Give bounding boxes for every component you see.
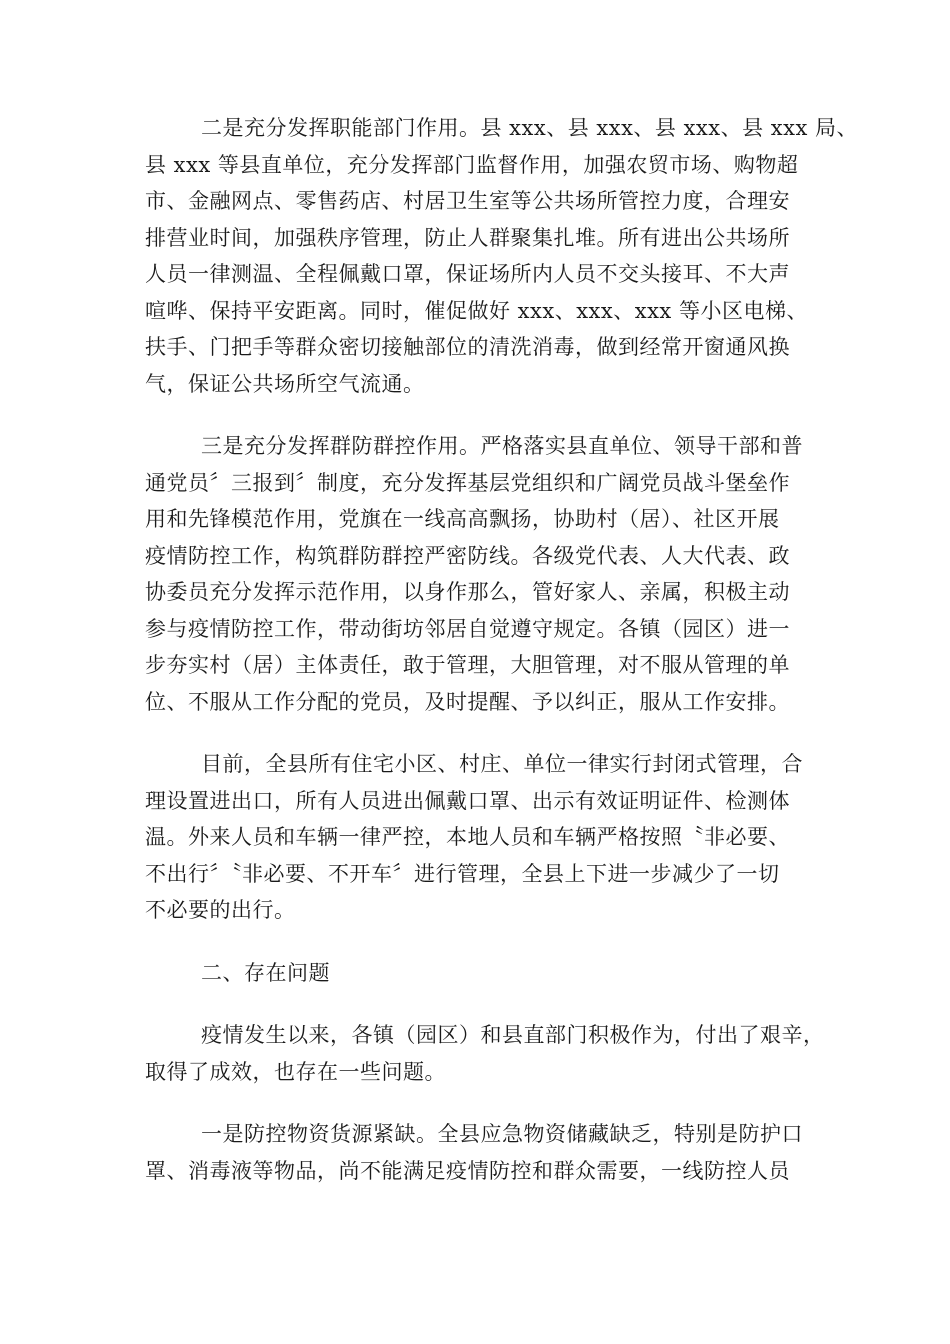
paragraph-functional-departments — [145, 110, 858, 402]
text-line: 不出行〞〝非必要、不开车〞进行管理，全县上下进一步减少了一切 — [145, 861, 780, 886]
text-line: 目前，全县所有住宅小区、村庄、单位一律实行封闭式管理，合 — [201, 752, 803, 776]
paragraph-problems-intro — [145, 1017, 825, 1090]
paragraph-supply-shortage — [145, 1116, 807, 1189]
text-line: 罩、消毒液等物品，尚不能满足疫情防控和群众需要，一线防控人员 — [145, 1158, 790, 1183]
text-line: 温。外来人员和车辆一律严控，本地人员和车辆严格按照〝非必要、 — [145, 825, 790, 849]
text-line: 二是充分发挥职能部门作用。县 xxx、县 xxx、县 xxx、县 xxx 局、 — [201, 116, 858, 140]
text-line: 人员一律测温、全程佩戴口罩，保证场所内人员不交头接耳、不大声 — [145, 262, 790, 286]
text-line: 市、金融网点、零售药店、村居卫生室等公共场所管控力度，合理安 — [145, 189, 790, 213]
text-line: 协委员充分发挥示范作用，以身作那么，管好家人、亲属，积极主动 — [145, 580, 790, 604]
text-line: 疫情防控工作，构筑群防群控严密防线。各级党代表、人大代表、政 — [145, 543, 790, 568]
text-line: 三是充分发挥群防群控作用。严格落实县直单位、领导干部和普 — [201, 434, 803, 458]
text-line: 通党员〞三报到〞制度，充分发挥基层党组织和广阔党员战斗堡垒作 — [145, 470, 790, 495]
text-line: 用和先锋模范作用，党旗在一线高高飘扬，协助村（居）、社区开展 — [145, 507, 780, 531]
paragraph-current-status — [145, 746, 807, 929]
text-line: 扶手、门把手等群众密切接触部位的清洗消毒，做到经常开窗通风换 — [145, 335, 790, 359]
text-line: 不必要的出行。 — [145, 898, 296, 922]
heading-text: 二、存在问题 — [201, 960, 330, 985]
text-line: 取得了成效，也存在一些问题。 — [145, 1059, 446, 1084]
text-line: 县 xxx 等县直单位，充分发挥部门监督作用，加强农贸市场、购物超 — [145, 152, 799, 177]
paragraph-mass-prevention — [145, 428, 807, 720]
text-line: 一是防控物资货源紧缺。全县应急物资储藏缺乏，特别是防护口 — [201, 1122, 803, 1146]
text-line: 排营业时间，加强秩序管理，防止人群聚集扎堆。所有进出公共场所 — [145, 225, 790, 250]
text-line: 喧哗、保持平安距离。同时，催促做好 xxx、xxx、xxx 等小区电梯、 — [145, 298, 808, 323]
document-page — [145, 110, 858, 1189]
text-line: 步夯实村（居）主体责任，敢于管理，大胆管理，对不服从管理的单 — [145, 653, 790, 677]
text-line: 理设置进出口，所有人员进出佩戴口罩、出示有效证明证件、检测体 — [145, 788, 790, 813]
text-line: 疫情发生以来，各镇（园区）和县直部门积极作为，付出了艰辛， — [201, 1023, 825, 1047]
section-heading-existing-problems — [145, 955, 807, 992]
text-line: 参与疫情防控工作，带动街坊邻居自觉遵守规定。各镇（园区）进一 — [145, 616, 790, 641]
text-line: 位、不服从工作分配的党员，及时提醒、予以纠正，服从工作安排。 — [145, 689, 790, 714]
text-line: 气，保证公共场所空气流通。 — [145, 371, 425, 396]
